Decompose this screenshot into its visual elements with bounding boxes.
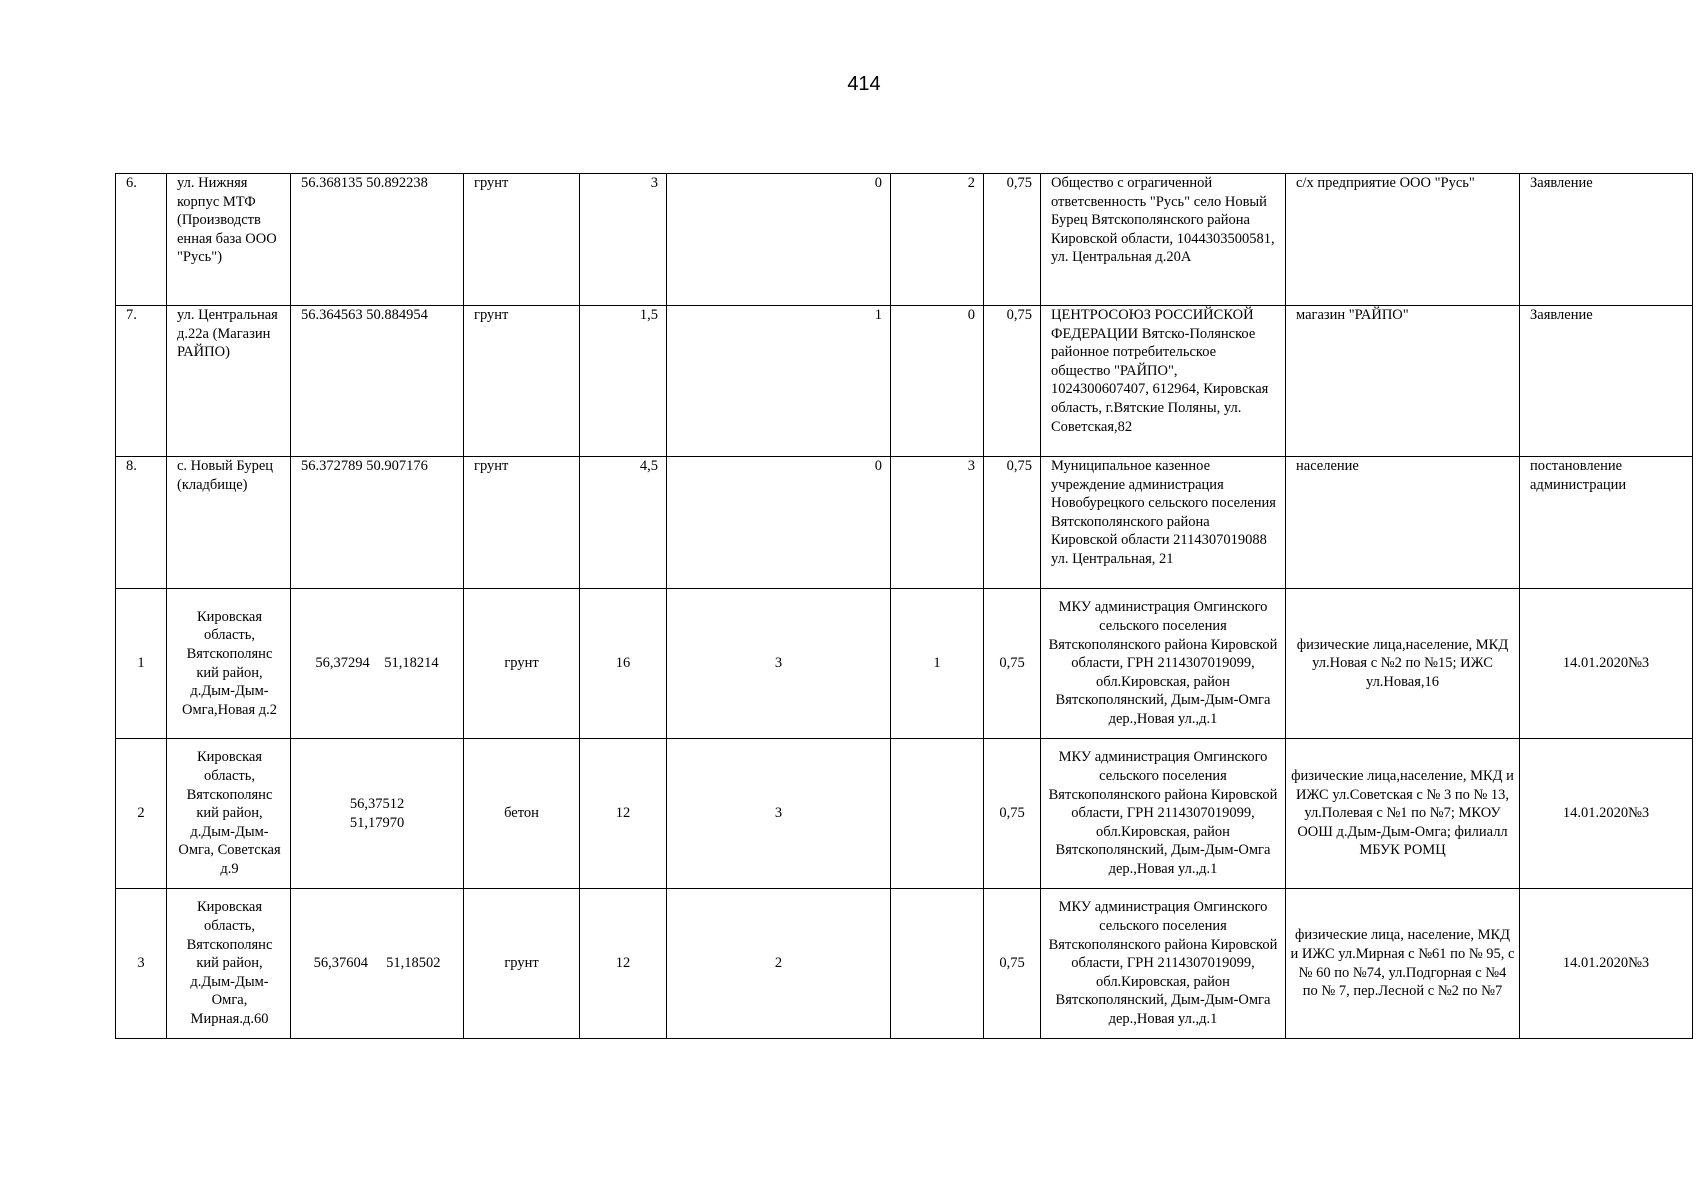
address-cell: с. Новый Бурец (кладбище) (167, 457, 291, 589)
surface-cell: грунт (464, 457, 580, 589)
volume-cell: 0,75 (984, 889, 1041, 1039)
basis-cell: Заявление (1520, 174, 1693, 306)
area-cell: 12 (580, 739, 667, 889)
address-cell: ул. Нижняя корпус МТФ (Производств енная база ООО "Русь") (167, 174, 291, 306)
coordinates-cell: 56,37512 51,17970 (291, 739, 464, 889)
waste-source-cell: население (1286, 457, 1520, 589)
surface-cell: грунт (464, 889, 580, 1039)
basis-cell: 14.01.2020№3 (1520, 589, 1693, 739)
waste-source-cell: магазин "РАЙПО" (1286, 306, 1520, 457)
waste-site-registry-table (115, 173, 1693, 1039)
area-cell: 4,5 (580, 457, 667, 589)
basis-cell: Заявление (1520, 306, 1693, 457)
basis-cell: 14.01.2020№3 (1520, 889, 1693, 1039)
count-cell: 2 (891, 174, 984, 306)
page-number: 414 (847, 73, 881, 95)
volume-cell: 0,75 (984, 174, 1041, 306)
waste-source-cell: физические лица, население, МКД и ИЖС ул.Мирная с №61 по № 95, с № 60 по №74, ул.Подгорная с №4 по № 7, пер.Лесной с №2 по №7 (1286, 889, 1520, 1039)
table-row (116, 589, 1693, 739)
table-row (116, 889, 1693, 1039)
table-row (116, 306, 1693, 457)
count-cell: 0 (891, 306, 984, 457)
owner-cell: МКУ администрация Омгинского сельского поселения Вятскополянского района Кировской области, ГРН 2114307019099, обл.Кировская, район Вятскополянский, Дым-Дым-Омга дер.,Новая ул.,д.1 (1041, 889, 1286, 1039)
count-cell (891, 739, 984, 889)
address-cell: Кировская область, Вятскополянс кий район, д.Дым-Дым-Омга, Мирная.д.60 (167, 889, 291, 1039)
surface-cell: грунт (464, 174, 580, 306)
coordinates-cell: 56.368135 50.892238 (291, 174, 464, 306)
count-cell (891, 889, 984, 1039)
coordinates-cell: 56,37294 51,18214 (291, 589, 464, 739)
surface-cell: бетон (464, 739, 580, 889)
owner-cell: Муниципальное казенное учреждение администрация Новобурецкого сельского поселения Вятскополянского района Кировской области 2114307019088 ул. Центральная, 21 (1041, 457, 1286, 589)
row-number: 7. (116, 306, 167, 457)
area-cell: 12 (580, 889, 667, 1039)
row-number: 6. (116, 174, 167, 306)
containers-cell: 0 (667, 457, 891, 589)
row-number: 2 (116, 739, 167, 889)
row-number: 1 (116, 589, 167, 739)
containers-cell: 0 (667, 174, 891, 306)
count-cell: 3 (891, 457, 984, 589)
basis-cell: постановление администрации (1520, 457, 1693, 589)
owner-cell: МКУ администрация Омгинского сельского поселения Вятскополянского района Кировской области, ГРН 2114307019099, обл.Кировская, район Вятскополянский, Дым-Дым-Омга дер.,Новая ул.,д.1 (1041, 589, 1286, 739)
waste-source-cell: физические лица,население, МКД ул.Новая с №2 по №15; ИЖС ул.Новая,16 (1286, 589, 1520, 739)
volume-cell: 0,75 (984, 306, 1041, 457)
row-number: 3 (116, 889, 167, 1039)
volume-cell: 0,75 (984, 589, 1041, 739)
table-row (116, 739, 1693, 889)
coordinates-cell: 56,37604 51,18502 (291, 889, 464, 1039)
surface-cell: грунт (464, 589, 580, 739)
coordinates-cell: 56.372789 50.907176 (291, 457, 464, 589)
row-number: 8. (116, 457, 167, 589)
area-cell: 3 (580, 174, 667, 306)
containers-cell: 3 (667, 589, 891, 739)
coordinates-cell: 56.364563 50.884954 (291, 306, 464, 457)
owner-cell: Общество с ограгиченной ответсвенность "Русь" село Новый Бурец Вятскополянского района Кировской области, 1044303500581, ул. Центральная д.20А (1041, 174, 1286, 306)
containers-cell: 3 (667, 739, 891, 889)
address-cell: Кировская область, Вятскополянс кий район, д.Дым-Дым-Омга, Советская д.9 (167, 739, 291, 889)
owner-cell: МКУ администрация Омгинского сельского поселения Вятскополянского района Кировской области, ГРН 2114307019099, обл.Кировская, район Вятскополянский, Дым-Дым-Омга дер.,Новая ул.,д.1 (1041, 739, 1286, 889)
volume-cell: 0,75 (984, 739, 1041, 889)
area-cell: 1,5 (580, 306, 667, 457)
containers-cell: 1 (667, 306, 891, 457)
table-row (116, 457, 1693, 589)
volume-cell: 0,75 (984, 457, 1041, 589)
table-row (116, 174, 1693, 306)
waste-source-cell: с/х предприятие ООО "Русь" (1286, 174, 1520, 306)
owner-cell: ЦЕНТРОСОЮЗ РОССИЙСКОЙ ФЕДЕРАЦИИ Вятско-Полянское районное потребительское общество "РАЙПО", 1024300607407, 612964, Кировская область, г.Вятские Поляны, ул. Советская,82 (1041, 306, 1286, 457)
count-cell: 1 (891, 589, 984, 739)
address-cell: Кировская область, Вятскополянс кий район, д.Дым-Дым-Омга,Новая д.2 (167, 589, 291, 739)
waste-source-cell: физические лица,население, МКД и ИЖС ул.Советская с № 3 по № 13, ул.Полевая с №1 по №7; МКОУ ООШ д.Дым-Дым-Омга; филиалл МБУК РОМЦ (1286, 739, 1520, 889)
basis-cell: 14.01.2020№3 (1520, 739, 1693, 889)
address-cell: ул. Центральная д.22а (Магазин РАЙПО) (167, 306, 291, 457)
area-cell: 16 (580, 589, 667, 739)
containers-cell: 2 (667, 889, 891, 1039)
surface-cell: грунт (464, 306, 580, 457)
